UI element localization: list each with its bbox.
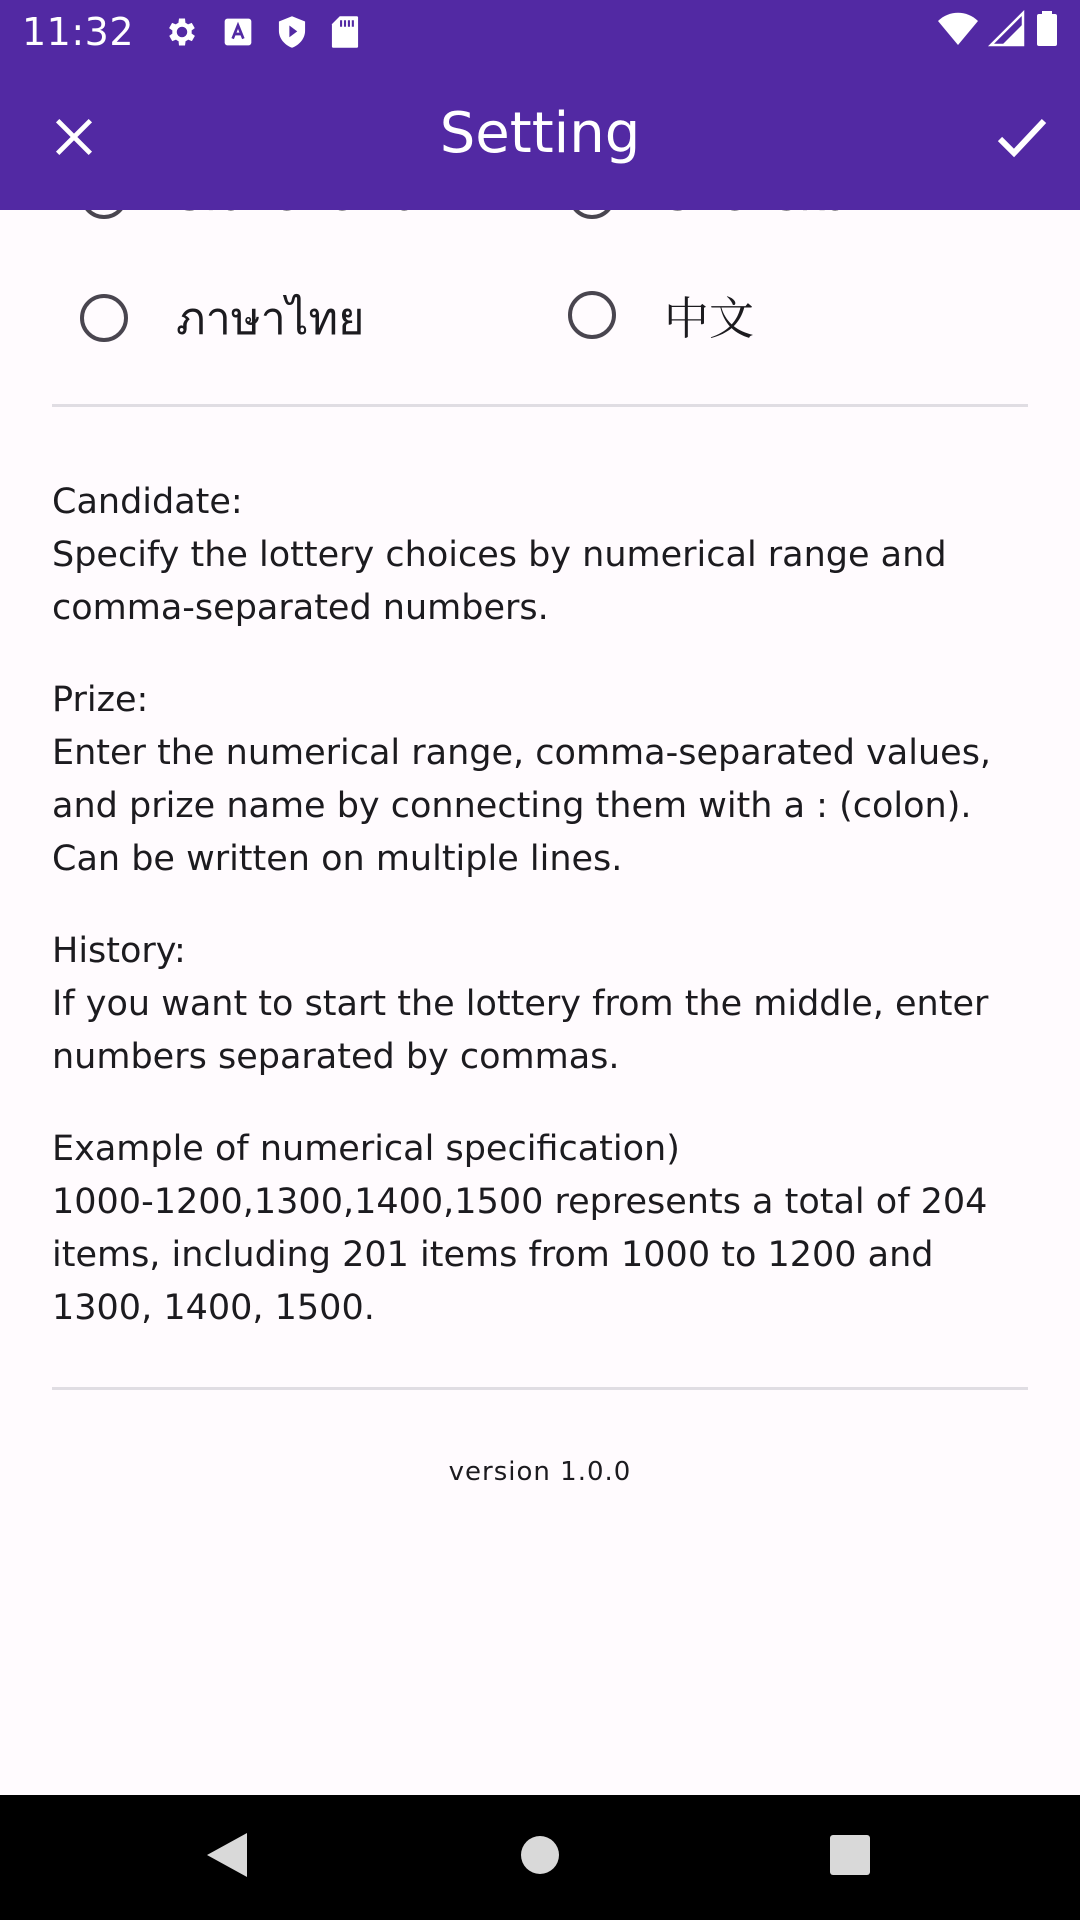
language-option-thai[interactable] (80, 282, 365, 354)
divider (52, 404, 1028, 407)
navigation-bar (0, 1795, 1080, 1920)
gear-icon (164, 14, 200, 50)
back-button[interactable] (194, 1825, 258, 1889)
language-option-chinese[interactable] (568, 282, 754, 347)
radio-button[interactable] (80, 294, 128, 342)
recents-button[interactable] (818, 1825, 882, 1889)
wifi-icon (938, 12, 978, 51)
back-icon (203, 1831, 249, 1884)
font-icon (222, 16, 254, 48)
check-icon (996, 115, 1048, 164)
home-button[interactable] (508, 1825, 572, 1889)
shield-icon (276, 15, 308, 49)
candidate-help: Candidate: Specify the lottery choices by numerical range and comma-separated numbers. (52, 482, 947, 628)
home-icon (519, 1834, 561, 1881)
settings-content[interactable] (0, 210, 1080, 1795)
status-bar (0, 0, 1080, 63)
language-options (0, 210, 1080, 406)
language-label: ภาษาไทย (176, 292, 365, 345)
page-title: Setting (439, 101, 641, 166)
status-system-icons (938, 11, 1058, 52)
confirm-button[interactable] (986, 103, 1058, 175)
status-notification-icons (164, 14, 360, 50)
version-label: version 1.0.0 (448, 1457, 632, 1487)
language-label: 中文 (664, 292, 755, 345)
divider (52, 1387, 1028, 1390)
sd-card-icon (330, 15, 360, 49)
example-help: Example of numerical specification) 1000-1200,1300,1400,1500 represents a total of 204 items, including 201 items from 1000 to 1200 and 1300, 1400, 1500. (52, 1129, 988, 1328)
status-time: 11:32 (22, 9, 135, 54)
app-bar (0, 63, 1080, 210)
signal-icon (990, 12, 1024, 51)
help-text (52, 476, 1042, 1374)
history-help: History: If you want to start the lottery from the middle, enter numbers separated by commas. (52, 931, 989, 1077)
battery-icon (1036, 11, 1058, 52)
recents-icon (829, 1834, 871, 1881)
radio-button[interactable] (568, 291, 616, 339)
prize-help: Prize: Enter the numerical range, comma-separated values, and prize name by connecting them with a : (colon). Can be written on multiple lines. (52, 680, 992, 879)
